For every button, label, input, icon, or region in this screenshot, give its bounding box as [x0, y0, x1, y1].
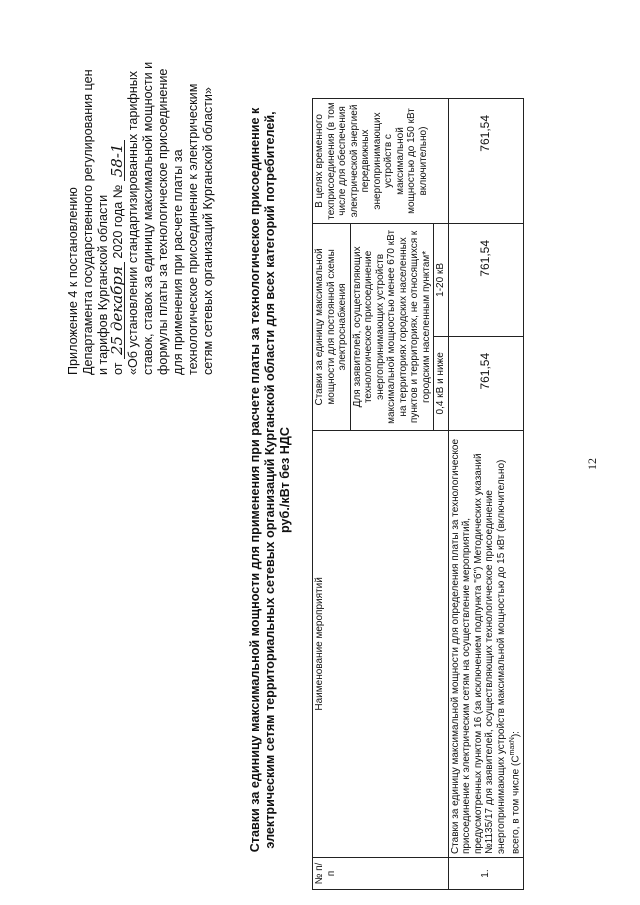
appendix-line: Департамента государственного регулирования цен	[81, 69, 95, 375]
appendix-line: технологическое присоединение к электрическим	[186, 83, 200, 375]
appendix-line: Приложение 4 к постановлению	[66, 187, 80, 375]
appendix-line: формулы платы за технологическое присоединение	[156, 68, 170, 375]
value-voltage-mid: 761,54	[448, 223, 523, 336]
handwritten-number: 58-1	[111, 140, 125, 182]
appendix-line: для применения при расчете платы за	[171, 149, 185, 375]
appendix-date-line	[108, 115, 126, 375]
date-prefix: от	[111, 362, 125, 375]
table-row	[448, 99, 523, 890]
row-name-superscript: maxN	[509, 737, 516, 756]
document-title	[248, 85, 293, 875]
appendix-line: и тарифов Курганской области	[96, 194, 110, 375]
header-permanent-scheme: Ставки за единицу максимальной мощности для постоянной схемы электроснабжения	[313, 223, 351, 430]
page-number: 12	[585, 458, 599, 470]
table-header-row	[313, 99, 351, 890]
header-applicants: Для заявителей, осуществляющих технологическое присоединение энергопринимающих устройств максимальной мощностью менее 670 кВт на территориях городских населенных пунктов и территориях, не относящихся к городским населенным пунктам*	[350, 223, 434, 430]
header-temporary: В целях временного техприсоединения (в том числе для обеспечения электрической энергией передвижных энергопринимающих устройств с максимальной мощностью до 150 кВт включительно)	[313, 99, 449, 224]
row-number: 1.	[448, 858, 523, 890]
value-temporary: 761,54	[448, 99, 523, 224]
appendix-line: «Об установлении стандартизированных тарифных	[126, 70, 140, 375]
value-voltage-low: 761,54	[448, 336, 523, 430]
year-text: 2020 года №	[111, 184, 125, 259]
header-voltage-mid: 1-20 кВ	[434, 223, 449, 336]
appendix-line: сетям сетевых организаций Курганской области»	[201, 87, 215, 375]
appendix-header	[66, 61, 216, 375]
title-line: руб./кВт без НДС	[278, 427, 292, 533]
handwritten-date: 25 декабря	[111, 262, 125, 359]
title-line: электрическим сетям территориальных сетевых организаций Курганской области для всех категорий потребителей,	[263, 111, 277, 849]
row-name-tail: ):	[510, 731, 522, 738]
rates-table	[312, 98, 524, 890]
header-no: № п/п	[313, 858, 449, 890]
title-line: Ставки за единицу максимальной мощности для применения при расчете платы за технологическое присоединение к	[248, 107, 262, 853]
header-name: Наименование мероприятий	[313, 430, 449, 857]
row-name-text: Ставки за единицу максимальной мощности для определения платы за технологическое присоединение к электрическим сетям на осуществление мероприятий, предусмотренных пунктом 16 (за исключением подпункта "б") Методических указаний №1135/17 для заявителей, осуществляющих технологическое присоединение энергопринимающих устройств максимальной мощностью до 15 кВт (включительно) всего, в том числе (С	[449, 438, 522, 855]
appendix-line: ставок, ставок за единицу максимальной мощности и	[141, 61, 155, 375]
row-name	[448, 430, 523, 857]
header-voltage-low: 0,4 кВ и ниже	[434, 336, 449, 430]
